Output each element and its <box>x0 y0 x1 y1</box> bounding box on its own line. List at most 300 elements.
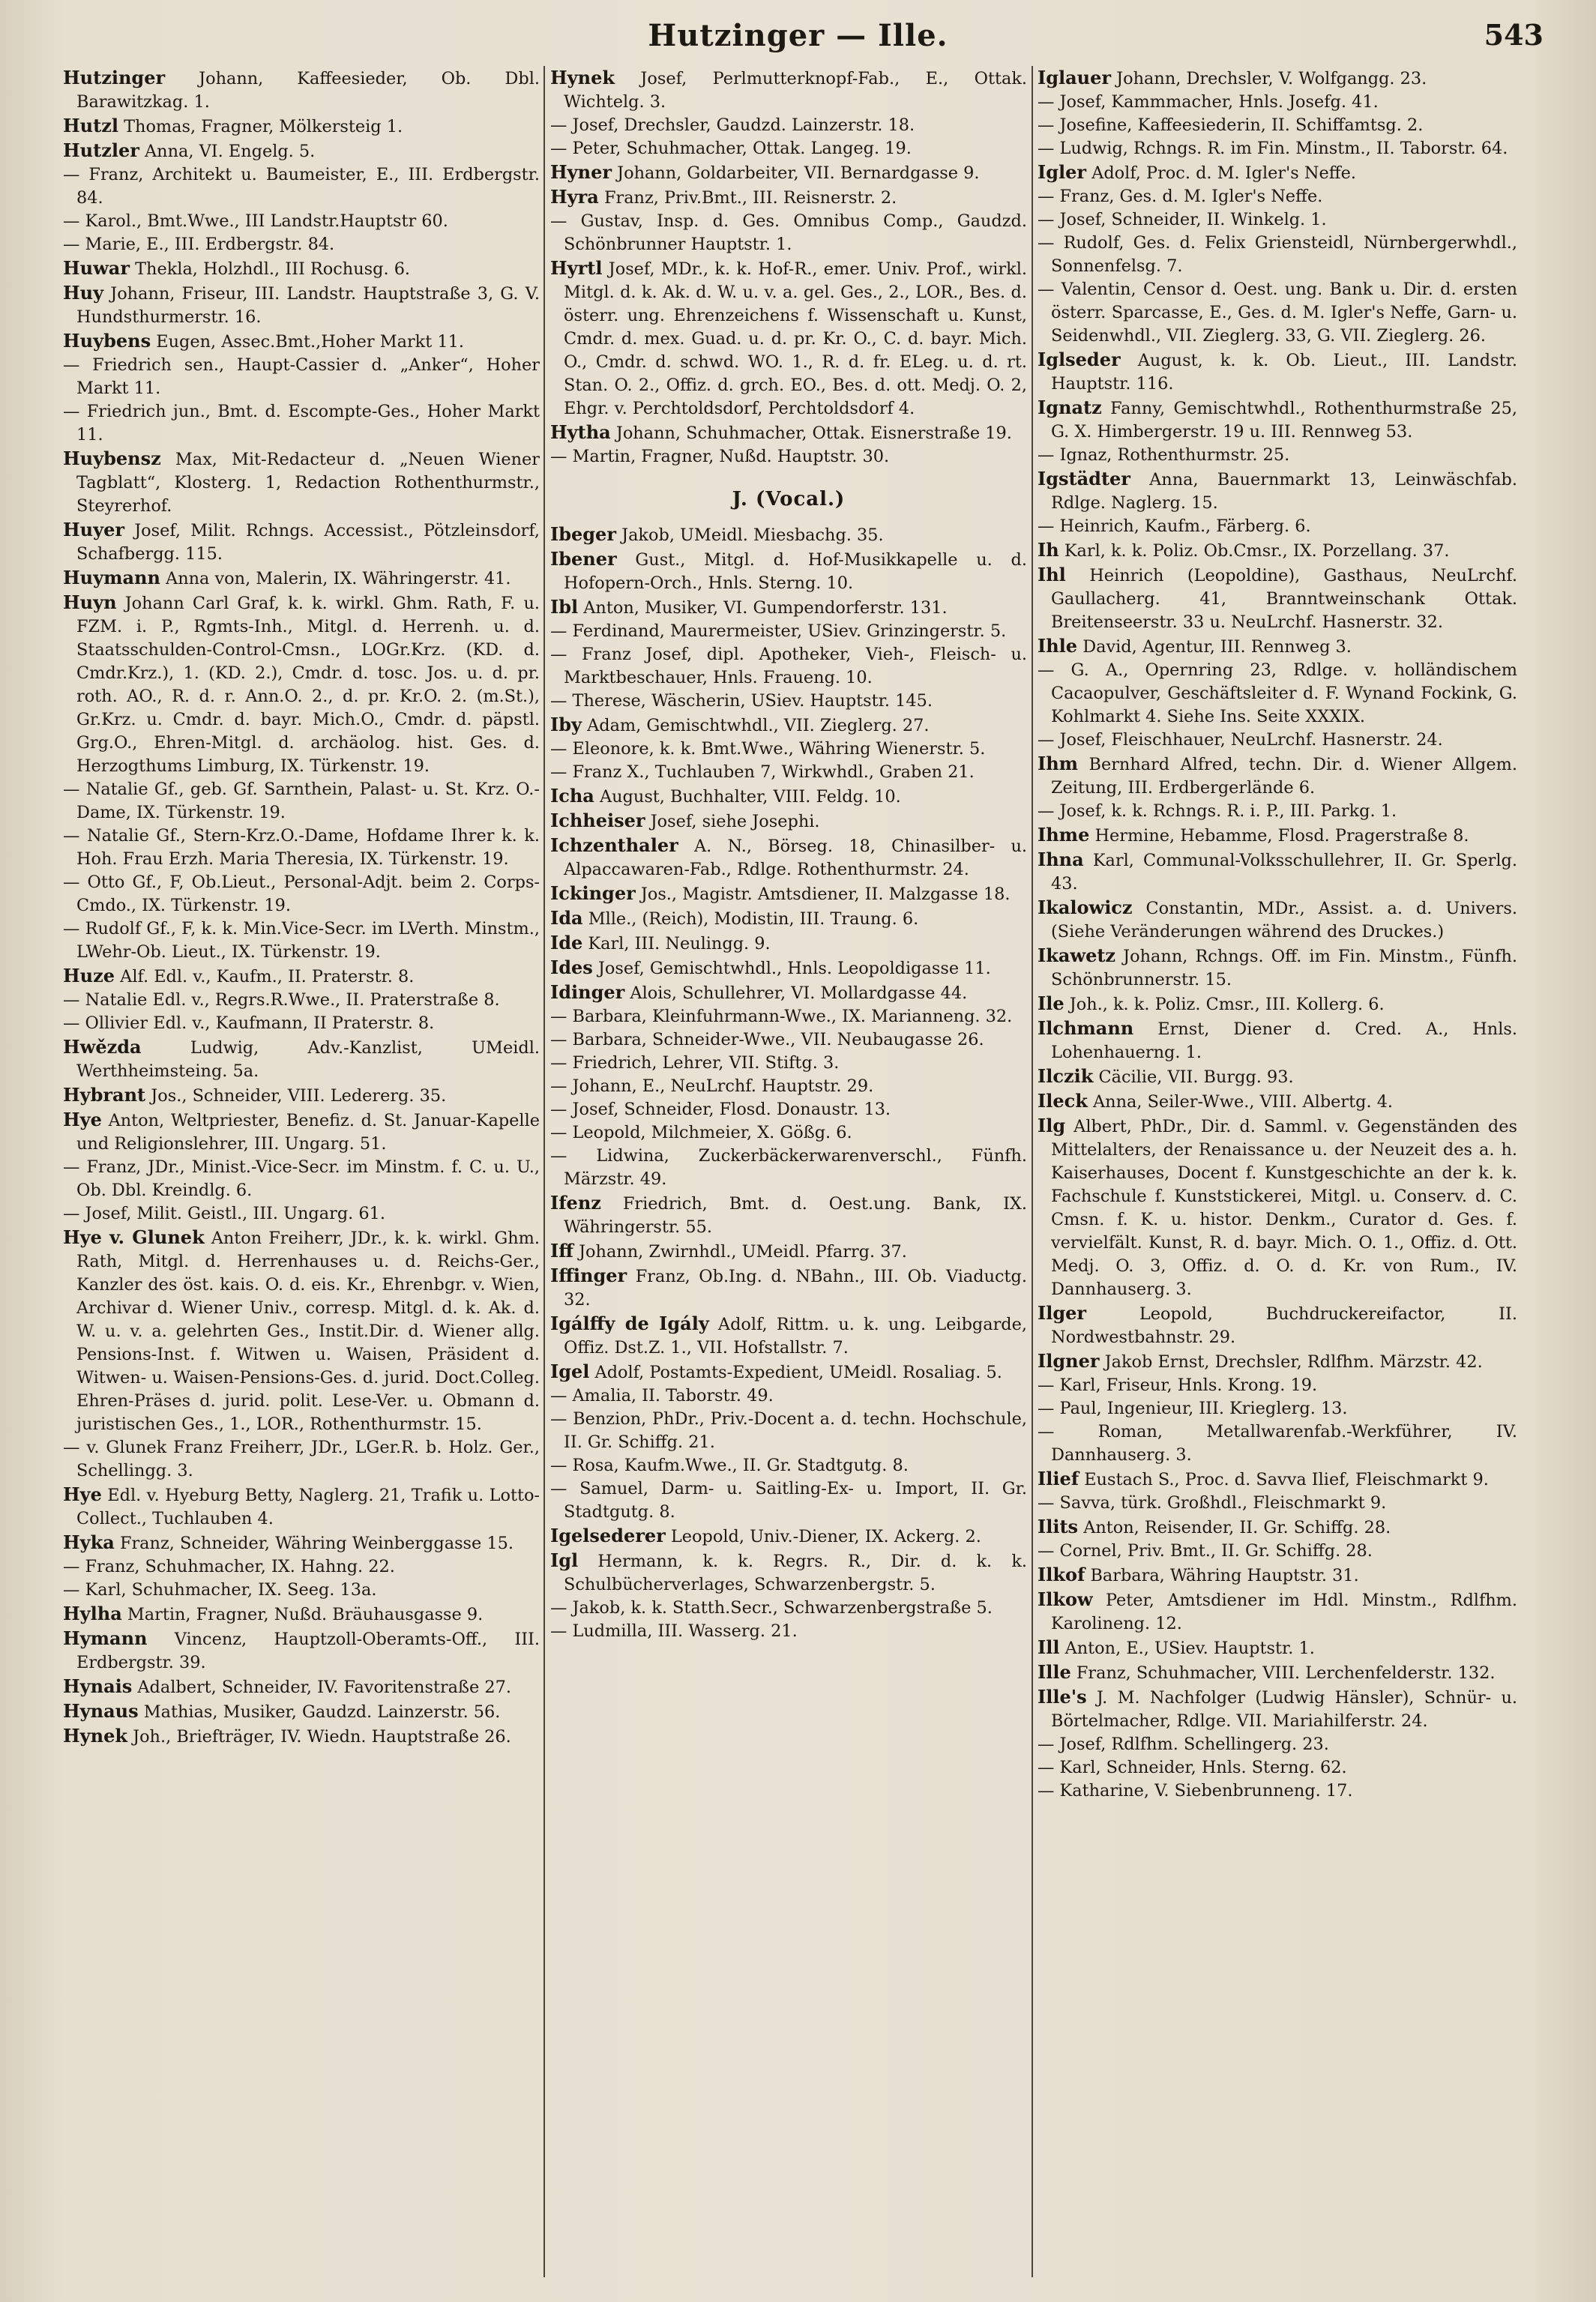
entry-surname: Huwar <box>63 257 130 279</box>
entry-details: — Karl, Schneider, Hnls. Sterng. 62. <box>1038 1758 1347 1777</box>
entry-details: Fanny, Gemischtwhdl., Rothenthurmstraße 25, G. X. Himbergerstr. 19 u. III. Rennweg 53. <box>1051 399 1517 442</box>
column-2 <box>550 66 1027 2285</box>
directory-entry <box>63 1724 540 1749</box>
entry-details: Hermine, Hebamme, Flosd. Pragerstraße 8. <box>1094 826 1469 846</box>
entry-details: — Jakob, k. k. Statth.Secr., Schwarzenbergstraße 5. <box>550 1598 993 1618</box>
entry-details: — Franz X., Tuchlauben 7, Wirkwhdl., Graben 21. <box>550 762 975 782</box>
entry-surname: Ihna <box>1038 849 1084 870</box>
directory-entry <box>63 964 540 989</box>
directory-entry <box>1038 1563 1517 1588</box>
entry-details: — Ignaz, Rothenthurmstr. 25. <box>1038 445 1290 465</box>
directory-entry <box>550 1360 1027 1384</box>
directory-entry <box>550 522 1027 547</box>
directory-entry <box>63 1627 540 1675</box>
entry-surname: Ignatz <box>1038 397 1102 418</box>
entry-details: Adalbert, Schneider, IV. Favoritenstraße 27. <box>137 1678 511 1697</box>
entry-details: Gust., Mitgl. d. Hof-Musikkapelle u. d. Hofopern-Orch., Hnls. Sterng. 10. <box>564 550 1027 593</box>
directory-entry <box>1038 563 1517 634</box>
entry-surname: Hwězda <box>63 1036 142 1058</box>
directory-entry <box>1038 538 1517 563</box>
entry-details: Jos., Schneider, VIII. Ledererg. 35. <box>151 1086 447 1106</box>
entry-surname: Ides <box>550 956 593 978</box>
section-heading: J. (Vocal.) <box>732 488 846 510</box>
directory-entry <box>63 1531 540 1555</box>
directory-entry <box>1038 232 1517 278</box>
entry-details: Johann, Zwirnhdl., UMeidl. Pfarrg. 37. <box>579 1242 907 1262</box>
entry-details: Karl, III. Neulingg. 9. <box>588 934 771 953</box>
entry-details: — Barbara, Schneider-Wwe., VII. Neubaugasse 26. <box>550 1030 984 1049</box>
entry-details: — Savva, türk. Großhdl., Fleischmarkt 9. <box>1038 1493 1387 1513</box>
entry-surname: Hynek <box>550 67 615 88</box>
entry-surname: Huy <box>63 282 104 304</box>
entry-surname: Ida <box>550 907 583 929</box>
entry-details: A. N., Börseg. 18, Chinasilber- u. Alpaccawaren-Fab., Rdlge. Rothenthurmstr. 24. <box>564 837 1027 879</box>
entry-details: — Martin, Fragner, Nußd. Hauptstr. 30. <box>550 447 890 466</box>
directory-entry <box>1038 1349 1517 1374</box>
page-header <box>45 13 1551 58</box>
entry-details: — Friedrich sen., Haupt-Cassier d. „Anker“, Hoher Markt 11. <box>63 355 540 398</box>
directory-entry <box>1038 1420 1517 1467</box>
entry-surname: Ille <box>1038 1661 1071 1683</box>
entry-details: Constantin, MDr., Assist. a. d. Univers. (Siehe Veränderungen während des Druckes.) <box>1051 899 1517 941</box>
entry-surname: Ilchmann <box>1038 1017 1134 1039</box>
entry-details: Thomas, Fragner, Mölkersteig 1. <box>124 117 403 136</box>
entry-surname: Ilg <box>1038 1115 1066 1136</box>
directory-entry <box>63 139 540 163</box>
entry-surname: Igler <box>1038 161 1087 183</box>
directory-entry <box>550 1454 1027 1477</box>
directory-entry <box>1038 185 1517 208</box>
entry-details: Anton Freiherr, JDr., k. k. wirkl. Ghm. Rath, Mitgl. d. Herrenhauses u. d. Reichs-Ger., Kanzler des öst. kais. O. d. eis. Kr., Ehrenbgr. v. Wien, Archivar d. Wiener Univ., corresp. Mitgl. d. k. Ak. d. W. u. v. a. gelehrten Ges., Instit.Dir. d. Wiener allg. Pensions-Inst. f. Witwen u. Waisen, Präsident d. Witwen- u. Waisen-Pensions-Ges. d. jurid. Doct.Colleg. Ehren-Präses d. jurid. polit. Lese-Ver. u. Obmann d. juristischen Ges., 1., LOR., Rothenthurmstr. 15. <box>76 1229 540 1434</box>
entry-details: — Paul, Ingenieur, III. Krieglerg. 13. <box>1038 1399 1348 1418</box>
entry-details: Alois, Schullehrer, VI. Mollardgasse 44. <box>630 983 968 1003</box>
entry-surname: Idinger <box>550 981 625 1003</box>
directory-entry <box>550 160 1027 185</box>
directory-entry <box>550 421 1027 445</box>
entry-details: — Karl, Friseur, Hnls. Krong. 19. <box>1038 1376 1318 1395</box>
directory-entry <box>1038 729 1517 752</box>
entry-details: Johann, Rchngs. Off. im Fin. Minstm., Fünfh. Schönbrunnerstr. 15. <box>1051 947 1517 989</box>
entry-surname: Hye v. Glunek <box>63 1226 205 1248</box>
entry-surname: Iff <box>550 1240 573 1262</box>
entry-details: Ernst, Diener d. Cred. A., Hnls. Lohenhauerng. 1. <box>1051 1019 1517 1062</box>
entry-details: — Ludwig, Rchngs. R. im Fin. Minstm., II. Taborstr. 64. <box>1038 139 1508 158</box>
entry-surname: Ichzenthaler <box>550 834 678 856</box>
column-1 <box>63 66 540 2285</box>
entry-surname: Ilkow <box>1038 1588 1093 1610</box>
entry-details: Anton, E., USiev. Hauptstr. 1. <box>1064 1639 1315 1658</box>
entry-surname: Ihl <box>1038 564 1066 585</box>
entry-surname: Igálffy de Igály <box>550 1313 709 1334</box>
directory-entry <box>1038 659 1517 729</box>
directory-entry <box>63 1555 540 1579</box>
entry-details: — Franz, Architekt u. Baumeister, E., III. Erdbergstr. 84. <box>63 165 540 208</box>
entry-details: Bernhard Alfred, techn. Dir. d. Wiener Allgem. Zeitung, III. Erdbergerlände 6. <box>1051 755 1517 798</box>
entry-surname: Ilief <box>1038 1468 1079 1489</box>
entry-details: Alf. Edl. v., Kaufm., II. Praterstr. 8. <box>120 967 415 986</box>
entry-details: — Rosa, Kaufm.Wwe., II. Gr. Stadtgutg. 8. <box>550 1456 909 1475</box>
entry-surname: Ibener <box>550 548 617 570</box>
entry-surname: Ilczik <box>1038 1065 1094 1087</box>
entry-details: — Barbara, Kleinfuhrmann-Wwe., IX. Marianneng. 32. <box>550 1007 1013 1026</box>
entry-details: — Amalia, II. Taborstr. 49. <box>550 1386 774 1405</box>
entry-details: Johann Carl Graf, k. k. wirkl. Ghm. Rath, F. u. FZM. i. P., Rgmts-Inh., Mitgl. d. Herrenh. u. d. Staatsschulden-Control-Cmsn., LOGr.Krz. (KD. d. Cmdr.Krz.), 1. (KD. 2.), Cmdr. d. tosc. Jos. u. d. pr. roth. AO., R. d. r. Ann.O. 2., d. pr. Kr.O. 2. (m.St.), Gr.Krz. u. Cmdr. d. bayr. Mich.O., Cmdr. d. päpstl. Grg.O., Ehren-Mitgl. d. archäolog. hist. Ges. d. Herzogthums Limburg, IX. Türkenstr. 19. <box>76 594 540 776</box>
directory-entry <box>63 1156 540 1202</box>
directory-entry <box>550 1477 1027 1524</box>
directory-entry <box>1038 348 1517 396</box>
directory-entry <box>550 1408 1027 1454</box>
entry-details: Johann, Kaffeesieder, Ob. Dbl. Barawitzkag. 1. <box>76 69 540 112</box>
directory-entry <box>1038 1733 1517 1756</box>
directory-entry <box>550 956 1027 980</box>
entry-surname: Ih <box>1038 539 1059 561</box>
directory-entry <box>550 1075 1027 1098</box>
entry-surname: Ihle <box>1038 635 1078 657</box>
entry-details: — Benzion, PhDr., Priv.-Docent a. d. techn. Hochschule, II. Gr. Schiffg. 21. <box>550 1409 1027 1452</box>
directory-entry <box>63 210 540 233</box>
directory-entry <box>550 834 1027 882</box>
entry-details: Johann, Goldarbeiter, VII. Bernardgasse 9. <box>617 163 980 183</box>
directory-entry <box>63 591 540 778</box>
directory-entry <box>550 1121 1027 1145</box>
directory-entry <box>550 1384 1027 1408</box>
entry-details: — Ferdinand, Maurermeister, USiev. Grinzingerstr. 5. <box>550 621 1007 641</box>
directory-entry <box>1038 1685 1517 1733</box>
directory-entry <box>63 66 540 114</box>
entry-details: Adolf, Proc. d. M. Igler's Neffe. <box>1091 163 1356 183</box>
entry-details: Josef, siehe Josephi. <box>650 812 820 831</box>
entry-details: — Rudolf, Ges. d. Felix Griensteidl, Nürnbergerwhdl., Sonnenfelsg. 7. <box>1038 233 1517 276</box>
column-3 <box>1038 66 1517 2285</box>
entry-details: Anna von, Malerin, IX. Währingerstr. 41. <box>166 569 511 588</box>
entry-details: — Josefine, Kaffeesiederin, II. Schiffamtsg. 2. <box>1038 115 1424 135</box>
entry-details: Franz, Priv.Bmt., III. Reisnerstr. 2. <box>603 188 897 208</box>
entry-surname: Hutzler <box>63 139 139 161</box>
entry-surname: Hynaus <box>63 1700 139 1722</box>
entry-details: — Josef, Drechsler, Gaudzd. Lainzerstr. 18. <box>550 115 915 135</box>
entry-surname: Hytha <box>550 421 611 443</box>
entry-surname: Hye <box>63 1483 102 1505</box>
entry-details: Martin, Fragner, Nußd. Bräuhausgasse 9. <box>127 1605 484 1624</box>
entry-details: David, Agentur, III. Rennweg 3. <box>1082 637 1352 657</box>
entry-details: Anna, Seiler-Wwe., VIII. Albertg. 4. <box>1092 1092 1394 1112</box>
entry-details: — Heinrich, Kaufm., Färberg. 6. <box>1038 516 1311 536</box>
directory-entry <box>550 809 1027 834</box>
directory-entry <box>1038 467 1517 515</box>
directory-entry <box>550 185 1027 210</box>
entry-details: — Natalie Edl. v., Regrs.R.Wwe., II. Praterstraße 8. <box>63 990 500 1010</box>
entry-details: — Josef, Schneider, Flosd. Donaustr. 13. <box>550 1100 891 1119</box>
entry-surname: Iffinger <box>550 1265 627 1286</box>
directory-entry <box>1038 208 1517 232</box>
directory-entry <box>550 1312 1027 1360</box>
entry-details: Anton, Musiker, VI. Gumpendorferstr. 131. <box>583 598 948 618</box>
entry-details: Eugen, Assec.Bmt.,Hoher Markt 11. <box>156 332 464 352</box>
entry-details: Anna, VI. Engelg. 5. <box>145 142 316 161</box>
entry-surname: Ikalowicz <box>1038 897 1133 918</box>
entry-details: Heinrich (Leopoldine), Gasthaus, NeuLrchf. Gaullacherg. 41, Branntweinschank Ottak. Breitenseerstr. 33 u. NeuLrchf. Hasnerstr. 32. <box>1051 566 1517 632</box>
column-divider <box>543 66 545 2277</box>
directory-entry <box>550 1191 1027 1239</box>
entry-details: — Eleonore, k. k. Bmt.Wwe., Währing Wienerstr. 5. <box>550 739 986 759</box>
entry-details: Karl, k. k. Poliz. Ob.Cmsr., IX. Porzellang. 37. <box>1064 541 1450 561</box>
entry-details: Vincenz, Hauptzoll-Oberamts-Off., III. Erdbergstr. 39. <box>76 1630 540 1672</box>
entry-details: — Franz, Schuhmacher, IX. Hahng. 22. <box>63 1557 395 1576</box>
entry-details: — Cornel, Priv. Bmt., II. Gr. Schiffg. 28. <box>1038 1541 1373 1561</box>
directory-entry <box>1038 160 1517 185</box>
entry-surname: Igelsederer <box>550 1525 666 1546</box>
entry-details: Josef, MDr., k. k. Hof-R., emer. Univ. Prof., wirkl. Mitgl. d. k. Ak. d. W. u. v. a. gel. Ges., 2., LOR., Bes. d. österr. ung. Ehrenzeichens f. Wissenschaft u. Kunst, Cmdr. d. mex. Guad. u. d. pr. Kr. O., C. d. bayr. Mich. O., Cmdr. d. schwd. WO. 1., R. d. fr. ELeg. u. d. rt. Stan. O. 2., Offiz. d. grch. EO., Bes. d. ott. Medj. O. 2, Ehgr. v. Perchtoldsdorf, Perchtoldsdorf 4. <box>564 259 1027 418</box>
entry-surname: Huybens <box>63 330 151 352</box>
entry-details: Anton, Weltpriester, Benefiz. d. St. Januar-Kapelle und Religionslehrer, III. Ungarg. 51. <box>76 1111 540 1154</box>
directory-entry <box>63 1436 540 1483</box>
directory-entry <box>1038 137 1517 160</box>
entry-surname: Ifenz <box>550 1192 601 1214</box>
directory-entry <box>550 1145 1027 1191</box>
directory-entry <box>63 447 540 518</box>
entry-surname: Ilkof <box>1038 1564 1085 1585</box>
entry-details: — Ludmilla, III. Wasserg. 21. <box>550 1621 798 1641</box>
entry-details: Eustach S., Proc. d. Savva Ilief, Fleischmarkt 9. <box>1084 1470 1489 1489</box>
directory-entry <box>1038 1467 1517 1492</box>
entry-details: Johann, Schuhmacher, Ottak. Eisnerstraße 19. <box>615 424 1012 443</box>
directory-entry <box>63 114 540 139</box>
directory-entry <box>63 871 540 918</box>
entry-surname: Iby <box>550 714 582 735</box>
directory-entry <box>63 1202 540 1226</box>
entry-details: Albert, PhDr., Dir. d. Samml. v. Gegenständen des Mittelalters, der Renaissance u. der Neuzeit des a. h. Kaiserhauses, Docent f. Kunstgeschichte an der k. k. Fachschule f. Kunststickerei, Mitgl. u. Conserv. d. C. Cmsn. f. K. u. histor. Denkm., Curator d. Ges. f. vervielfält. Kunst, R. d. bayr. Mich. O. 1., Offiz. d. Ott. Medj. O. 3, Offiz. d. O. d. Kr. von Rum., IV. Dannhauserg. 3. <box>1051 1117 1517 1299</box>
entry-details: Ludwig, Adv.-Kanzlist, UMeidl. Werthheimsteing. 5a. <box>76 1038 540 1081</box>
entry-details: — Josef, k. k. Rchngs. R. i. P., III. Parkg. 1. <box>1038 801 1397 821</box>
entry-details: August, Buchhalter, VIII. Feldg. 10. <box>599 787 901 807</box>
entry-details: Peter, Amtsdiener im Hdl. Minstm., Rdlfhm. Karolineng. 12. <box>1051 1591 1517 1633</box>
entry-details: — Friedrich jun., Bmt. d. Escompte-Ges., Hoher Markt 11. <box>63 402 540 445</box>
entry-surname: Igl <box>550 1549 579 1571</box>
entry-surname: Hyka <box>63 1531 115 1553</box>
entry-details: Johann, Drechsler, V. Wolfgangg. 23. <box>1116 69 1427 88</box>
directory-entry <box>1038 800 1517 823</box>
entry-details: — Friedrich, Lehrer, VII. Stiftg. 3. <box>550 1053 840 1073</box>
directory-entry <box>550 114 1027 137</box>
entry-details: Karl, Communal-Volksschullehrer, II. Gr. Sperlg. 43. <box>1051 851 1517 894</box>
entry-surname: Ille's <box>1038 1686 1087 1708</box>
entry-details: — Marie, E., III. Erdbergstr. 84. <box>63 235 335 254</box>
entry-details: — Peter, Schuhmacher, Ottak. Langeg. 19. <box>550 139 912 158</box>
directory-entry <box>550 980 1027 1005</box>
column-divider <box>1032 66 1033 2277</box>
directory-entry <box>1038 1492 1517 1515</box>
entry-details: Anna, Bauernmarkt 13, Leinwäschfab. Rdlge. Naglerg. 15. <box>1051 470 1517 513</box>
entry-details: — G. A., Opernring 23, Rdlge. v. holländischem Cacaopulver, Geschäftsleiter d. F. Wynand Fockink, G. Kohlmarkt 4. Siehe Ins. Seite XXXIX. <box>1038 660 1517 726</box>
directory-entry <box>1038 1397 1517 1420</box>
directory-entry <box>550 256 1027 421</box>
directory-entry <box>550 738 1027 761</box>
entry-surname: Ilits <box>1038 1516 1079 1537</box>
entry-surname: Hymann <box>63 1627 148 1649</box>
directory-entry <box>1038 1301 1517 1349</box>
directory-entry <box>1038 1540 1517 1563</box>
directory-entry <box>1038 823 1517 848</box>
entry-details: — Roman, Metallwarenfab.-Werkführer, IV. Dannhauserg. 3. <box>1038 1422 1517 1465</box>
directory-entry <box>63 1699 540 1724</box>
directory-entry <box>550 547 1027 595</box>
directory-entry <box>1038 848 1517 896</box>
entry-details: Franz, Schneider, Währing Weinberggasse 15. <box>119 1534 514 1553</box>
directory-entry <box>63 1675 540 1699</box>
directory-entry <box>63 918 540 964</box>
entry-surname: Ichheiser <box>550 810 645 831</box>
entry-details: Josef, Milit. Rchngs. Accessist., Pötzleinsdorf, Schafbergg. 115. <box>76 521 540 564</box>
entry-details: Friedrich, Bmt. d. Oest.ung. Bank, IX. Währingerstr. 55. <box>564 1194 1027 1237</box>
entry-details: Leopold, Univ.-Diener, IX. Ackerg. 2. <box>670 1527 981 1546</box>
entry-details: — Josef, Kammmacher, Hnls. Josefg. 41. <box>1038 92 1379 112</box>
entry-surname: Igel <box>550 1361 590 1382</box>
entry-surname: Hyra <box>550 186 599 208</box>
entry-details: — v. Glunek Franz Freiherr, JDr., LGer.R. b. Holz. Ger., Schellingg. 3. <box>63 1438 540 1480</box>
directory-entry <box>550 931 1027 956</box>
entry-details: — Samuel, Darm- u. Saitling-Ex- u. Import, II. Gr. Stadtgutg. 8. <box>550 1479 1027 1522</box>
directory-entry <box>63 825 540 871</box>
directory-entry <box>63 1035 540 1083</box>
entry-details: Adam, Gemischtwhdl., VII. Zieglerg. 27. <box>587 716 930 735</box>
entry-details: Leopold, Buchdruckereifactor, II. Nordwestbahnstr. 29. <box>1051 1304 1517 1347</box>
entry-details: Barbara, Währing Hauptstr. 31. <box>1090 1566 1359 1585</box>
directory-entry <box>1038 1064 1517 1089</box>
entry-details: Jos., Magistr. Amtsdiener, II. Malzgasse 18. <box>640 885 1011 904</box>
directory-entry <box>550 1524 1027 1549</box>
entry-surname: Hybrant <box>63 1084 146 1106</box>
directory-entry <box>550 690 1027 713</box>
entry-details: — Natalie Gf., geb. Gf. Sarnthein, Palast- u. St. Krz. O.-Dame, IX. Türkenstr. 19. <box>63 780 540 822</box>
entry-surname: Ihm <box>1038 753 1079 774</box>
entry-details: Max, Mit-Redacteur d. „Neuen Wiener Tagblatt“, Klosterg. 1, Redaction Rothenthurmstr., Steyrerhof. <box>76 450 540 516</box>
directory-entry <box>63 354 540 400</box>
directory-entry <box>1038 1016 1517 1064</box>
directory-entry <box>63 1226 540 1436</box>
entry-surname: Hye <box>63 1109 102 1130</box>
entry-details: — Franz, Ges. d. M. Igler's Neffe. <box>1038 187 1323 206</box>
entry-details: Adolf, Postamts-Expedient, UMeidl. Rosaliag. 5. <box>594 1363 1002 1382</box>
entry-details: Jakob, UMeidl. Miesbachg. 35. <box>621 525 884 545</box>
entry-details: — Karl, Schuhmacher, IX. Seeg. 13a. <box>63 1580 377 1600</box>
entry-surname: Hylha <box>63 1603 122 1624</box>
entry-surname: Hyner <box>550 161 612 183</box>
entry-surname: Hutzl <box>63 115 118 136</box>
directory-entry <box>63 1012 540 1035</box>
directory-entry <box>1038 634 1517 659</box>
directory-entry <box>1038 1660 1517 1685</box>
directory-entry <box>550 595 1027 620</box>
entry-details: J. M. Nachfolger (Ludwig Hänsler), Schnür- u. Börtelmacher, Rdlge. VII. Mariahilferstr. 24. <box>1051 1688 1517 1731</box>
entry-surname: Hynek <box>63 1725 127 1747</box>
entry-surname: Iglauer <box>1038 67 1112 88</box>
running-head: Hutzinger — Ille. <box>648 18 948 53</box>
directory-entry <box>63 1602 540 1627</box>
directory-entry <box>63 281 540 329</box>
directory-entry <box>550 1620 1027 1643</box>
entry-details: — Josef, Rdlfhm. Schellingerg. 23. <box>1038 1735 1329 1754</box>
directory-entry <box>1038 1374 1517 1397</box>
entry-surname: Hynais <box>63 1675 133 1697</box>
entry-details: — Natalie Gf., Stern-Krz.O.-Dame, Hofdame Ihrer k. k. Hoh. Frau Erzh. Maria Theresia, IX. Türkenstr. 19. <box>63 826 540 869</box>
entry-details: Adolf, Rittm. u. k. ung. Leibgarde, Offiz. Dst.Z. 1., VII. Hofstallstr. 7. <box>564 1315 1027 1358</box>
directory-entry <box>550 66 1027 114</box>
directory-entry <box>1038 896 1517 944</box>
entry-details: Edl. v. Hyeburg Betty, Naglerg. 21, Trafik u. Lotto-Collect., Tuchlauben 4. <box>76 1486 540 1528</box>
entry-surname: Huze <box>63 965 115 986</box>
directory-entry <box>550 1098 1027 1121</box>
directory-entry <box>1038 1515 1517 1540</box>
directory-entry <box>550 445 1027 468</box>
entry-surname: Ilger <box>1038 1302 1087 1324</box>
entry-details: Franz, Ob.Ing. d. NBahn., III. Ob. Viaductg. 32. <box>564 1267 1027 1310</box>
directory-entry <box>1038 752 1517 800</box>
directory-entry <box>550 1052 1027 1075</box>
directory-entry <box>550 1239 1027 1264</box>
entry-surname: Huyer <box>63 519 124 540</box>
entry-details: — Josef, Milit. Geistl., III. Ungarg. 61. <box>63 1204 385 1223</box>
directory-entry <box>1038 66 1517 91</box>
directory-entry <box>1038 278 1517 348</box>
directory-entry <box>63 256 540 281</box>
entry-details: — Valentin, Censor d. Oest. ung. Bank u. Dir. d. ersten österr. Sparcasse, E., Ges. d. M. Igler's Neffe, Garn- u. Seidenwhdl., VII. Zieglerg. 33, G. VII. Zieglerg. 26. <box>1038 280 1517 346</box>
directory-entry <box>550 620 1027 643</box>
directory-entry <box>63 566 540 591</box>
directory-entry <box>1038 91 1517 114</box>
entry-details: Cäcilie, VII. Burgg. 93. <box>1098 1067 1294 1087</box>
entry-details: — Josef, Schneider, II. Winkelg. 1. <box>1038 210 1327 229</box>
directory-entry <box>550 713 1027 738</box>
entry-details: Franz, Schuhmacher, VIII. Lerchenfelderstr. 132. <box>1076 1663 1496 1683</box>
entry-details: — Franz, JDr., Minist.-Vice-Secr. im Minstm. f. C. u. U., Ob. Dbl. Kreindlg. 6. <box>63 1157 540 1200</box>
directory-entry <box>1038 515 1517 538</box>
entry-surname: Ile <box>1038 992 1064 1014</box>
directory-entry <box>63 989 540 1012</box>
directory-entry <box>1038 1780 1517 1803</box>
entry-surname: Ide <box>550 932 583 953</box>
entry-surname: Ibeger <box>550 523 616 545</box>
entry-details: — Katharine, V. Siebenbrunneng. 17. <box>1038 1781 1353 1801</box>
entry-details: Josef, Gemischtwhdl., Hnls. Leopoldigasse 11. <box>597 959 991 978</box>
entry-details: Joh., Briefträger, IV. Wiedn. Hauptstraße 26. <box>133 1727 511 1747</box>
directory-entry <box>1038 1114 1517 1301</box>
directory-entry <box>63 233 540 256</box>
directory-entry <box>63 1108 540 1156</box>
directory-entry <box>550 906 1027 931</box>
entry-surname: Huymann <box>63 567 160 588</box>
entry-details: — Johann, E., NeuLrchf. Hauptstr. 29. <box>550 1076 874 1096</box>
directory-entry <box>1038 1756 1517 1780</box>
directory-entry <box>63 1579 540 1602</box>
directory-entry <box>63 1483 540 1531</box>
directory-entry <box>63 400 540 447</box>
entry-surname: Ickinger <box>550 882 636 904</box>
entry-surname: Iglseder <box>1038 349 1121 370</box>
directory-entry <box>550 1028 1027 1052</box>
directory-entry <box>1038 992 1517 1016</box>
directory-entry <box>1038 1588 1517 1636</box>
entry-details: Johann, Friseur, III. Landstr. Hauptstraße 3, G. V. Hundsthurmerstr. 16. <box>76 284 540 327</box>
entry-details: — Rudolf Gf., F, k. k. Min.Vice-Secr. im LVerth. Minstm., LWehr-Ob. Lieut., IX. Türkenstr. 19. <box>63 919 540 962</box>
directory-entry <box>550 1597 1027 1620</box>
entry-surname: Ilgner <box>1038 1350 1100 1372</box>
directory-entry <box>550 643 1027 690</box>
entry-details: Jakob Ernst, Drechsler, Rdlfhm. Märzstr. 42. <box>1104 1352 1483 1372</box>
directory-entry <box>550 761 1027 784</box>
entry-details: — Gustav, Insp. d. Ges. Omnibus Comp., Gaudzd. Schönbrunner Hauptstr. 1. <box>550 211 1027 254</box>
directory-entry <box>1038 944 1517 992</box>
entry-details: — Karol., Bmt.Wwe., III Landstr.Hauptstr 60. <box>63 211 448 231</box>
